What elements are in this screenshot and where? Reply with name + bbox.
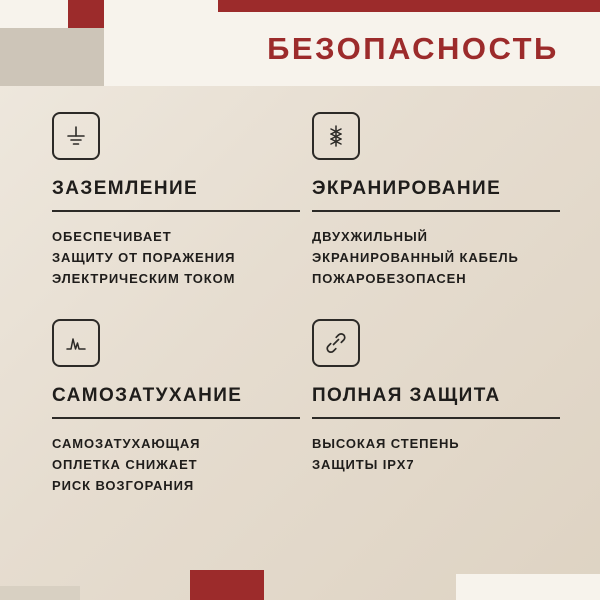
ground-earth-icon: [52, 112, 100, 160]
top-grey-block: [0, 28, 104, 86]
feature-line: ЭЛЕКТРИЧЕСКИМ ТОКОМ: [52, 271, 236, 286]
bottom-grey-block: [0, 586, 80, 600]
flame-extinguish-icon: [52, 319, 100, 367]
feature-body: [52, 433, 300, 496]
feature-line: ДВУХЖИЛЬНЫЙ: [312, 229, 428, 244]
bottom-red-accent: [190, 570, 264, 600]
page-title: БЕЗОПАСНОСТЬ: [267, 31, 559, 66]
feature-line: ОПЛЕТКА СНИЖАЕТ: [52, 457, 198, 472]
feature-body: [52, 226, 300, 289]
chain-link-icon: [312, 319, 360, 367]
feature-line: ОБЕСПЕЧИВАЕТ: [52, 229, 172, 244]
feature-title: САМОЗАТУХАНИЕ: [52, 385, 300, 419]
feature-card-self-extinguishing: [52, 319, 300, 496]
feature-line: ВЫСОКАЯ СТЕПЕНЬ: [312, 436, 460, 451]
bottom-cream-block: [456, 574, 600, 600]
feature-body: [312, 433, 560, 475]
feature-title: ЗАЗЕМЛЕНИЕ: [52, 178, 300, 212]
feature-line: ЗАЩИТЫ IPX7: [312, 457, 415, 472]
feature-line: ЭКРАНИРОВАННЫЙ КАБЕЛЬ: [312, 250, 519, 265]
top-red-strip: [218, 0, 600, 12]
feature-card-full-protection: [312, 319, 560, 496]
feature-line: ЗАЩИТУ ОТ ПОРАЖЕНИЯ: [52, 250, 236, 265]
top-left-red-accent: [68, 0, 104, 28]
feature-line: САМОЗАТУХАЮЩАЯ: [52, 436, 201, 451]
feature-card-grounding: [52, 112, 300, 289]
shielding-mesh-icon: [312, 112, 360, 160]
feature-body: [312, 226, 560, 289]
feature-grid: [52, 112, 560, 496]
bottom-decorative-band: [0, 564, 600, 600]
feature-line: ПОЖАРОБЕЗОПАСЕН: [312, 271, 467, 286]
feature-line: РИСК ВОЗГОРАНИЯ: [52, 478, 195, 493]
feature-card-shielding: [312, 112, 560, 289]
feature-title: ЭКРАНИРОВАНИЕ: [312, 178, 560, 212]
feature-title: ПОЛНАЯ ЗАЩИТА: [312, 385, 560, 419]
